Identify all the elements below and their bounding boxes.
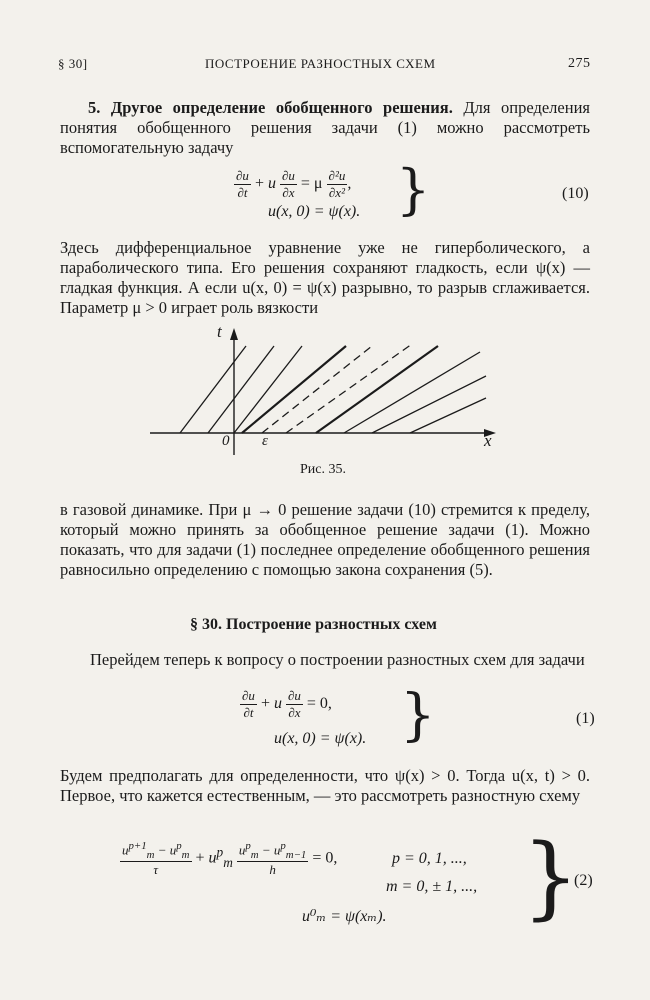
equation-brace: } — [400, 683, 436, 748]
equation-10-line-2: u(x, 0) = ψ(x). — [268, 203, 361, 220]
equation-2-number: (2) — [574, 872, 593, 889]
characteristic-line — [410, 398, 486, 433]
characteristic-line-dashed — [286, 344, 412, 433]
running-head: ПОСТРОЕНИЕ РАЗНОСТНЫХ СХЕМ — [205, 56, 436, 71]
origin-label: 0 — [222, 433, 230, 449]
equation-2-line-1: $\frac{u^{p+1}_m - u^p_m}{\tau}$ + $u^p_m$ $\frac{u^p_m - u^p_{m-1}}{h}$ = 0, — [122, 840, 338, 877]
characteristic-line — [208, 346, 274, 433]
equation-1-line-1: $\frac{\partial u}{\partial t}$ + u $\frac{\partial u}{\partial x}$ = 0, — [242, 688, 332, 720]
equation-1-number: (1) — [576, 710, 595, 727]
characteristic-line — [180, 346, 246, 433]
paragraph-4: Перейдем теперь к вопросу о построении разностных схем для задачи — [90, 650, 585, 669]
equation-brace: } — [522, 825, 580, 930]
paragraph-5: Будем предполагать для определенности, что ψ(x) > 0. Тогда u(x, t) > 0. Первое, что кажется естественным, — это рассмотреть разностную схему — [60, 766, 590, 805]
figure-caption: Рис. 35. — [300, 462, 346, 477]
t-axis-arrow — [230, 328, 238, 340]
page-number: 275 — [568, 56, 591, 71]
x-axis-label: x — [484, 431, 492, 450]
epsilon-label: ε — [262, 433, 268, 449]
characteristic-line-dashed — [262, 346, 372, 433]
characteristic-line — [242, 346, 346, 433]
section-title: § 30. Построение разностных схем — [190, 616, 437, 633]
paragraph-3: в газовой динамике. При μ → 0 решение задачи (10) стремится к пределу, который можно принять за обобщенное решение задачи (1). Можно показать, что для задачи (1) последнее определение обобщенного решения равносильно определению с помощью закона сохранения (5). — [60, 500, 590, 579]
equation-1-line-2: u(x, 0) = ψ(x). — [274, 730, 367, 747]
equation-brace: } — [396, 158, 431, 221]
characteristic-line — [316, 346, 438, 433]
equation-2-condition-p: p = 0, 1, ..., — [392, 850, 467, 867]
equation-2-condition-m: m = 0, ± 1, ..., — [386, 878, 478, 895]
equation-10-line-1: $\frac{\partial u}{\partial t}$ + u $\frac{\partial u}{\partial x}$ = μ $\frac{\text{∂²u}}{\text{∂x²}}$ , — [236, 168, 352, 200]
equation-10-number: (10) — [562, 185, 589, 202]
characteristic-line — [234, 346, 302, 433]
subsection-heading: 5. Другое определение обобщенного решения. — [88, 98, 453, 117]
paragraph-1 — [60, 98, 590, 158]
figure-35 — [150, 320, 500, 455]
t-axis-label: t — [217, 322, 222, 341]
paragraph-1-text: Для определения понятия обобщенного решения задачи (1) можно рассмотреть вспомогательную задачу — [60, 98, 590, 157]
section-marker: § 30] — [58, 56, 88, 71]
paragraph-2: Здесь дифференциальное уравнение уже не гиперболического, а параболического типа. Его решения сохраняют гладкость, если ψ(x) — гладкая функция. А если u(x, 0) = ψ(x) разрывно, то разрыв сглаживается. Параметр μ > 0 играет роль вязкости — [60, 238, 590, 317]
equation-2-initial: u⁰ₘ = ψ(xₘ). — [302, 908, 387, 925]
